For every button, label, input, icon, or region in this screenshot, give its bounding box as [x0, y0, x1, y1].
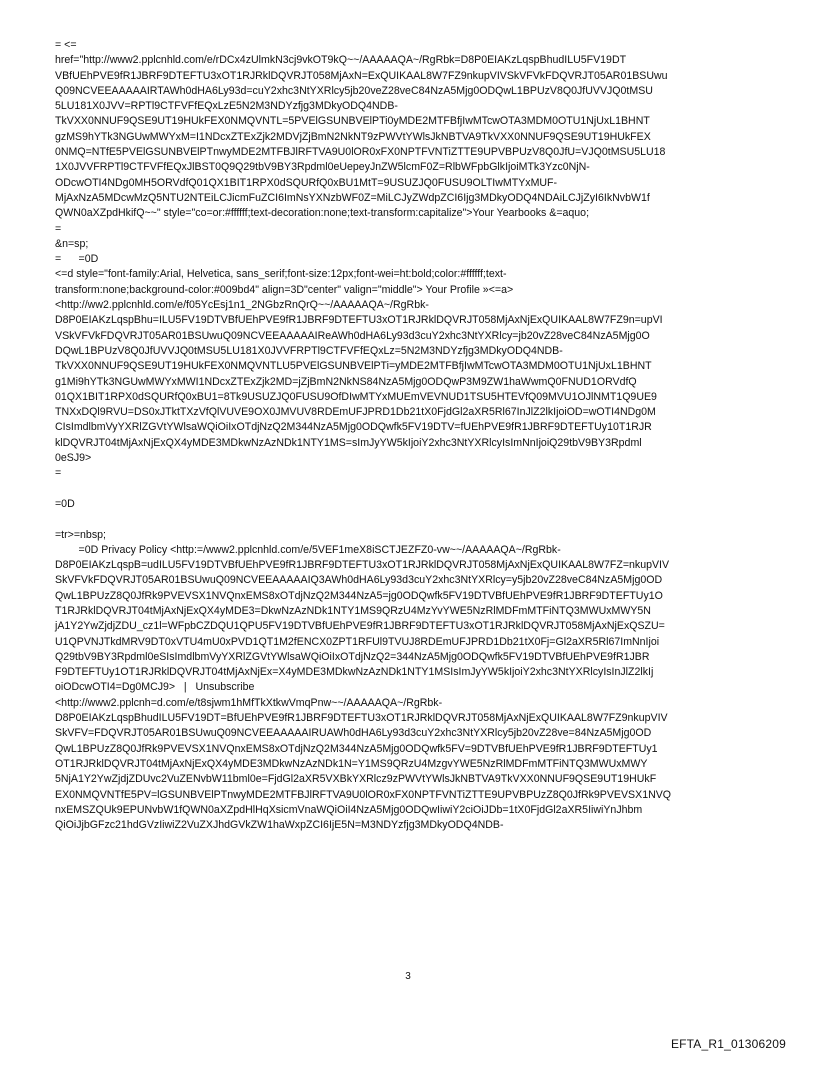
- text-line: 01QX1BIT1RPX0dSQURfQ0xBU1=8Tk9USUZJQ0FUSU9OfDIwMTYxMUEmVEVNUD1TSU5HTEVfQ09MVU1OJlNMT1Q9UE9: [55, 390, 657, 403]
- text-line: U1QPVNJTkdMRV9DT0xVTU4mU0xPVD1QT1M2fENCX0ZPT1RFUl9TVUJ8RDEmUFJPRD1Db21tX0Fj=Gl2aXR5Rl67ImNnIjoi: [55, 635, 660, 648]
- text-line: <=d style="font-family:Arial, Helvetica, sans_serif;font-size:12px;font-wei=ht:bold;color:#ffffff;text-: [55, 268, 507, 281]
- text-line: TNXxDQl9RVU=DS0xJTktTXzVfQlVUVE9OX0JMVUV8RDEmUFJPRD1Db21tX0FjdGl2aXR5Rl67InJlZ2lkIjoiOD=wOTI4NDg0M: [55, 406, 656, 419]
- text-line: QwL1BPUzZ8Q0JfRk9PVEVSX1NVQnxEMS8xOTdjNzQ2M344NzA5Mjg0ODQwfk5FV=9DTVBfUEhPVE9fR1JBRF9DTEFTUy1: [55, 742, 658, 755]
- text-line: EX0NMQVNTfE5PV=lGSUNBVElPTnwyMDE2MTFBJlRFTVA9U0lOR0xFX0NPTFVNTiZTTE9UPVBPUzZ8Q0JfRk9PVEVSX1NVQ: [55, 788, 672, 801]
- text-line: SkVFV=FDQVRJT05AR01BSUwuQ09NCVEEAAAAAIRUAWh0dHA6Ly93d3cuY2xhc3NtYXRlcy5jb20vZ28ve=84NzA5Mjg0OD: [55, 727, 652, 740]
- text-line: Q09NCVEEAAAAAIRTAWh0dHA6Ly93d=cuY2xhc3NtYXRlcy5jb20veZ28veC84NzA5Mjg0ODQwL1BPUzV8Q0JfUVVJQ0tMSU: [55, 84, 653, 97]
- text-line: OT1RJRklDQVRJT04tMjAxNjExQX4yMDE3MDkwNzAzNDk1N=Y1MS9QRzU4MzgvYWE5NzRlMDFmMTFiNTQ3MWUxMWY: [55, 757, 648, 770]
- text-line: = =0D: [55, 253, 99, 266]
- text-line: 5NjA1Y2YwZjdjZDUvc2VuZENvbW11bml0e=FjdGl2aXR5VXBkYXRlcz9zPWVtYWlsJkNBTVA9TkVXX0NNUF9QSE9UT19HUkF: [55, 773, 657, 786]
- text-line: SkVFVkFDQVRJT05AR01BSUwuQ09NCVEEAAAAAIQ3AWh0dHA6Ly93d3cuY2xhc3NtYXRlcy=y5jb20vZ28veC84NzA5Mjg0OD: [55, 574, 663, 587]
- text-line: =0D: [55, 497, 75, 510]
- text-line: oiODcwOTI4=Dg0MCJ9> | Unsubscribe: [55, 681, 255, 694]
- text-line: QwL1BPUzZ8Q0JfRk9PVEVSX1NVQnxEMS8xOTdjNzQ2M344NzA5=jg0ODQwfk5FV19DTVBfUEhPVE9fR1JBRF9DTEFTUy1O: [55, 589, 663, 602]
- text-line: klDQVRJT04tMjAxNjExQX4yMDE3MDkwNzAzNDk1NTY1MS=sImJyYW5kIjoiY2xhc3NtYXRlcyIsImNnIjoiQ29tbV9BY3Rpdml: [55, 436, 642, 449]
- text-line: CIsImdlbmVyYXRlZGVtYWlsaWQiOiIxOTdjNzQ2M344NzA5Mjg0ODQwfk5FV19DTV=fUEhPVE9fR1JBRF9DTEFTUy10T1RJR: [55, 421, 652, 434]
- text-line: 1X0JVVFRPTl9CTFVFfEQxJlBST0Q9Q29tbV9BY3Rpdml0eUepeyJnZW5lcmF0Z=RlbWFpbGlkIjoiMTk3Yzc0NjN-: [55, 161, 590, 174]
- text-line: 5LU181X0JVV=RPTl9CTFVFfEQxLzE5N2M3NDYzfjg3MDkyODQ4NDB-: [55, 100, 398, 113]
- text-line: transform:none;background-color:#009bd4" align=3D"center" valign="middle"> Your Profile »<=a>: [55, 283, 514, 296]
- text-line: href="http://www2.pplcnhld.com/e/rDCx4zUlmkN3cj9vkOT9kQ~~/AAAAAQA~/RgRbk=D8P0EIAKzLqspBhudILU5FV19DT: [55, 54, 627, 67]
- text-line: MjAxNzA5MDcwMzQ5NTU2NTEiLCJicmFuZCI6ImNsYXNzbWF0Z=MiLCJyZWdpZCI6Ijg3MDkyODQ4NDAiLCJjZyI6IkNvbW1f: [55, 191, 650, 204]
- text-line: 0NMQ=NTfE5PVElGSUNBVElPTnwyMDE2MTFBJlRFTVA9U0lOR0xFX0NPTFVNTiZTTE9UPVBPUzV8Q0JfU=VJQ0tMSU5LU18: [55, 146, 666, 159]
- text-line: D8P0EIAKzLqspBhu=ILU5FV19DTVBfUEhPVE9fR1JBRF9DTEFTU3xOT1RJRklDQVRJT058MjAxNjExQUIKAAL8W7FZ9n=upVI: [55, 314, 663, 327]
- document-body: [55, 38, 767, 833]
- text-line: F9DTEFTUy1OT1RJRklDQVRJT04tMjAxNjEx=X4yMDE3MDkwNzAzNDk1NTY1MSIsImJyYW5kIjoiY2xhc3NtYXRlcyIsInJlZ2lkIj: [55, 666, 654, 679]
- text-line: VBfUEhPVE9fR1JBRF9DTEFTU3xOT1RJRklDQVRJT058MjAxN=ExQUIKAAL8W7FZ9nkupVIVSkVFVkFDQVRJT05AR01BSUwu: [55, 69, 668, 82]
- text-line: D8P0EIAKzLqspB=udILU5FV19DTVBfUEhPVE9fR1JBRF9DTEFTU3xOT1RJRklDQVRJT058MjAxNjExQUIKAAL8W7FZ=nkupVIV: [55, 559, 670, 572]
- text-line: QWN0aXZpdHkifQ~~" style="co=or:#ffffff;text-decoration:none;text-transform:capitalize">Your Yearbooks &=aquo;: [55, 207, 590, 220]
- text-line: =: [55, 467, 62, 480]
- text-line: gzMS9hYTk3NGUwMWYxM=I1NDcxZTExZjk2MDVjZjBmN2NkNT9zPWVtYWlsJkNBTVA9TkVXX0NNUF9QSE9UT19HUkFEX: [55, 130, 651, 143]
- text-line: T1RJRklDQVRJT04tMjAxNjExQX4yMDE3=DkwNzAzNDk1NTY1MS9QRzU4MzYvYWE5NzRlMDFmMTFiNTQ3MWUxMWY5N: [55, 604, 651, 617]
- text-line: 0eSJ9>: [55, 452, 92, 465]
- text-line: = <=: [55, 39, 77, 51]
- text-line: =0D Privacy Policy <http:=/www2.pplcnhld.com/e/5VEF1meX8iSCTJEZFZ0-vw~~/AAAAAQA~/RgRbk-: [55, 543, 561, 556]
- text-line: &n=sp;: [55, 237, 89, 250]
- text-line: Q29tbV9BY3Rpdml0eSIsImdlbmVyYXRlZGVtYWlsaWQiOiIxOTdjNzQ2=344NzA5Mjg0ODQwfk5FV19DTVBfUEhPVE9fR1JBR: [55, 650, 650, 663]
- text-line: VSkVFVkFDQVRJT05AR01BSUwuQ09NCVEEAAAAAIReAWh0dHA6Ly93d3cuY2xhc3NtYXRlcy=jb20vZ28veC84NzA5Mjg0O: [55, 329, 650, 342]
- page-number: 3: [405, 971, 411, 982]
- text-line: TkVXX0NNUF9QSE9UT19HUkFEX0NMQVNTL=5PVElGSUNBVElPTi0yMDE2MTFBfjIwMTcwOTA3MDM0OTU1NjUxL1BHNT: [55, 115, 650, 128]
- text-line: =tr>=nbsp;: [55, 528, 106, 541]
- text-line: D8P0EIAKzLqspBhudILU5FV19DT=BfUEhPVE9fR1JBRF9DTEFTU3xOT1RJRklDQVRJT058MjAxNjExQUIKAAL8W7FZ9nkupVIV: [55, 712, 668, 725]
- blank-line: [55, 512, 767, 527]
- text-line: <http://ww2.pplcnhld.com/e/f05YcEsj1n1_2NGbzRnQrQ~~/AAAAAQA~/RgRbk-: [55, 299, 429, 312]
- text-line: <http://www2.pplcnh=d.com/e/t8sjwm1hMfTkXtkwVmqPnw~~/AAAAAQA~/RgRbk-: [55, 696, 443, 709]
- text-line: =: [55, 222, 62, 235]
- text-line: TkVXX0NNUF9QSE9UT19HUkFEX0NMQVNTLU5PVElGSUNBVElPTi=yMDE2MTFBfjIwMTcwOTA3MDM0OTU1NjUxL1BHNT: [55, 360, 652, 373]
- text-line: QiOiJjbGFzc21hdGVzIiwiZ2VuZXJhdGVkZW1haWxpZCI6IjE5N=M3NDYzfjg3MDkyODQ4NDB-: [55, 819, 504, 832]
- text-line: ODcwOTI4NDg0MH5ORVdfQ01QX1BIT1RPX0dSQURfQ0xBU1MtT=9USUZJQ0FUSU9OLTIwMTYxMUF-: [55, 176, 558, 189]
- text-line: nxEMSZQUk9EPUNvbW1fQWN0aXZpdHlHqXsicmVnaWQiOiI4NzA5Mjg0ODQwIiwiY2ciOiJDb=1tX0FjdGl2aXR5IiwiYnJhbm: [55, 803, 643, 816]
- blank-line: [55, 482, 767, 497]
- text-line: DQwL1BPUzV8Q0JfUVVJQ0tMSU5LU181X0JVVFRPTl9CTFVFfEQxLz=5N2M3NDYzfjg3MDkyODQ4NDB-: [55, 344, 563, 357]
- text-line: g1Mi9hYTk3NGUwMWYxMWI1NDcxZTExZjk2MD=jZjBmN2NkNS84NzA5Mjg0ODQwP3M9ZW1haWwmQ0FNUD1ORVdfQ: [55, 375, 637, 388]
- bates-stamp: EFTA_R1_01306209: [670, 1037, 786, 1051]
- text-line: jA1Y2YwZjdjZDU_cz1l=WFpbCZDQU1QPU5FV19DTVBfUEhPVE9fR1JBRF9DTEFTU3xOT1RJRklDQVRJT058MjAxNjExQSZU=: [55, 620, 665, 633]
